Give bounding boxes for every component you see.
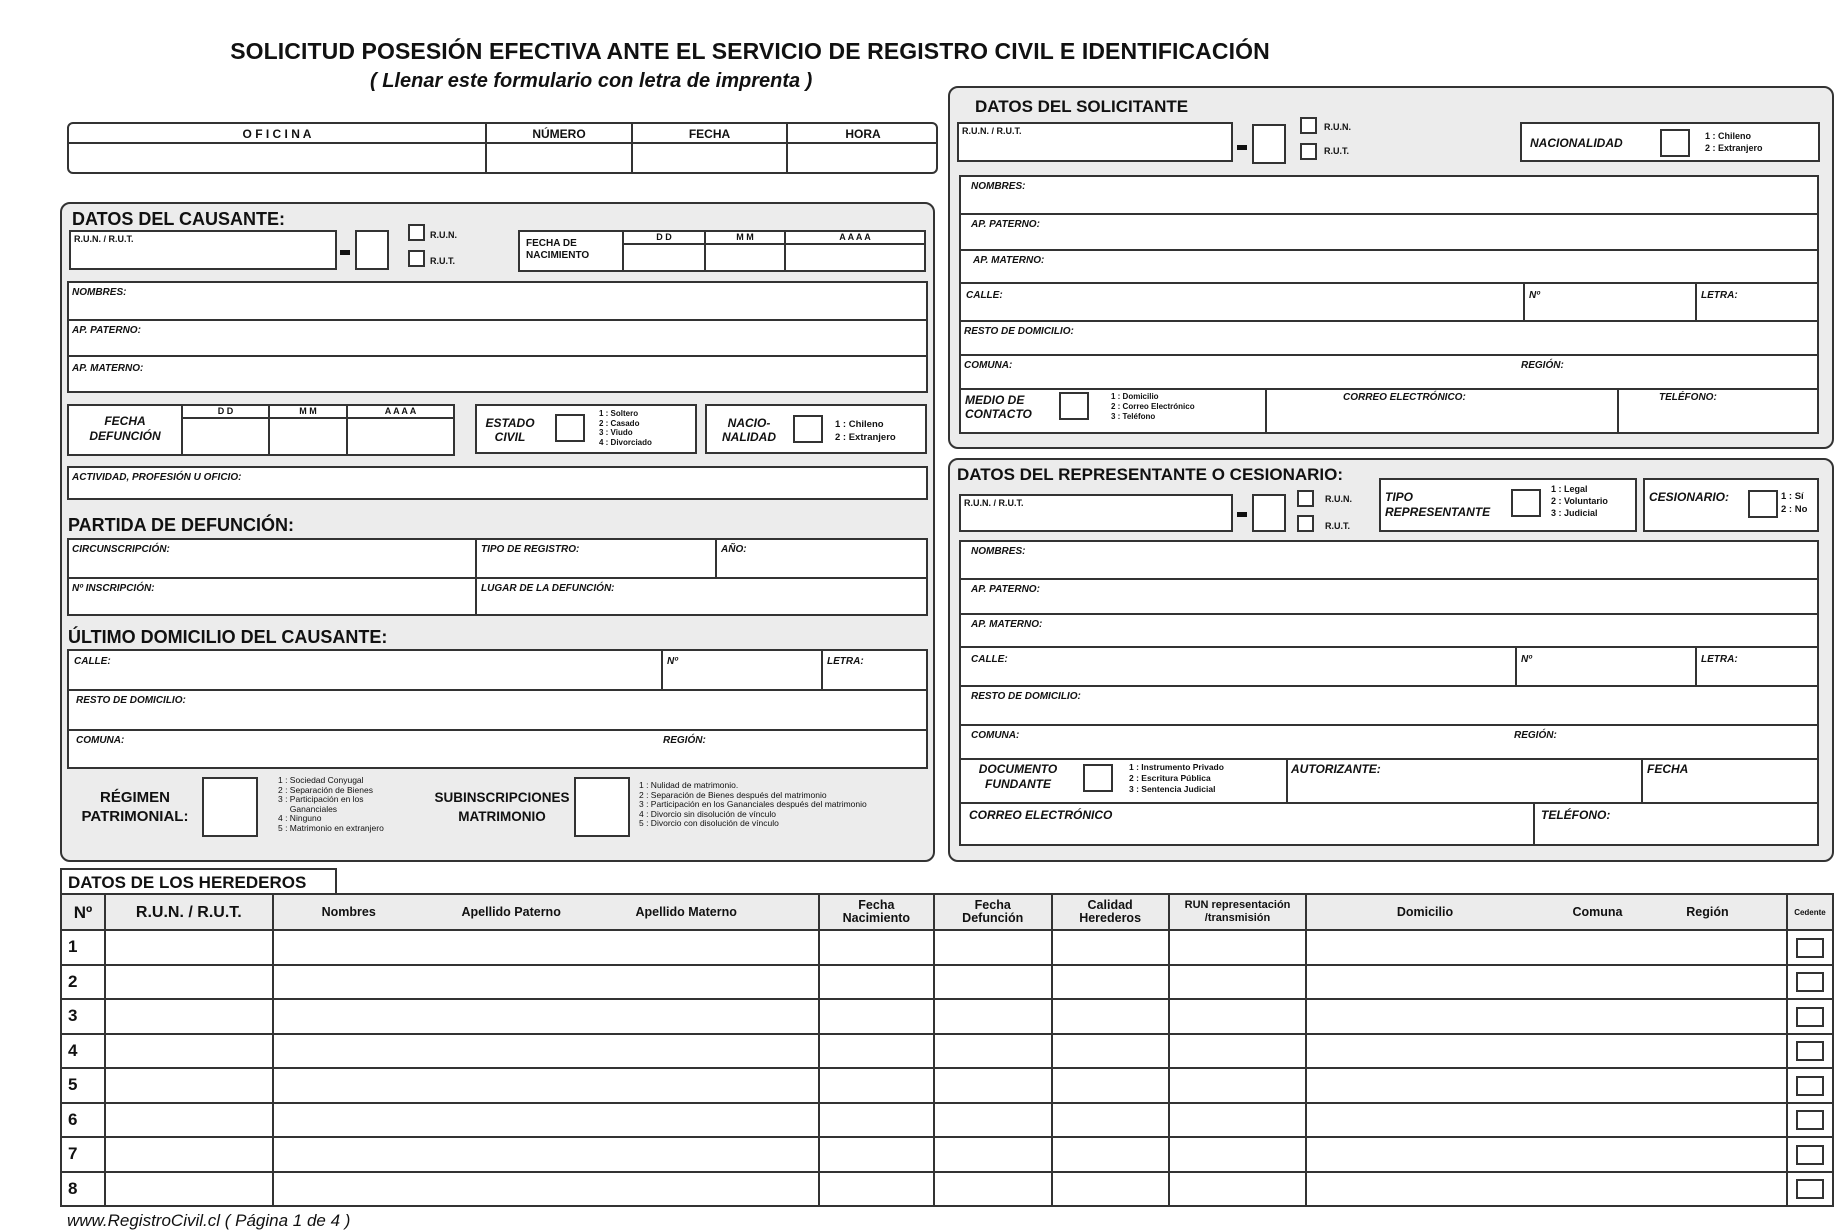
run-rep-cell[interactable]	[1169, 930, 1307, 965]
representante-comuna-label: COMUNA:	[971, 730, 1020, 741]
representante-section-title: DATOS DEL REPRESENTANTE O CESIONARIO:	[957, 465, 1344, 484]
cesionario-field[interactable]	[1748, 490, 1778, 518]
run-cell[interactable]	[105, 1068, 273, 1103]
cesionario-options: 1 : Sí 2 : No	[1781, 491, 1808, 515]
documento-fundante-options: 1 : Instrumento Privado 2 : Escritura Pública 3 : Sentencia Judicial	[1129, 762, 1224, 794]
table-row	[61, 1068, 1833, 1103]
cesionario-label: CESIONARIO:	[1649, 490, 1730, 504]
def-aaaa-label: A A A A	[384, 406, 417, 416]
causante-ap-materno-label: AP. MATERNO:	[72, 363, 144, 374]
col-fecha-nac: Fecha Nacimiento	[819, 894, 934, 930]
run-cell[interactable]	[105, 930, 273, 965]
solicitante-nombres-label: NOMBRES:	[971, 181, 1026, 192]
run-rep-cell[interactable]	[1169, 1172, 1307, 1207]
calidad-cell[interactable]	[1052, 999, 1169, 1034]
solicitante-region-label: REGIÓN:	[1521, 360, 1564, 371]
dash-icon	[1237, 512, 1247, 517]
anio-label: AÑO:	[721, 544, 747, 555]
causante-run-label: R.U.N. / R.U.T.	[74, 234, 134, 244]
representante-telefono-label: TELÉFONO:	[1541, 808, 1611, 822]
run-cell[interactable]	[105, 1172, 273, 1207]
cedente-checkbox[interactable]	[1796, 1041, 1824, 1061]
run-cell[interactable]	[105, 1103, 273, 1138]
fecha-def-cell[interactable]	[934, 930, 1052, 965]
solicitante-run-label: R.U.N. / R.U.T.	[962, 126, 1022, 136]
row-number: 5	[61, 1068, 105, 1103]
fecha-defuncion-box	[67, 404, 455, 456]
nacionalidad-box	[705, 404, 927, 454]
col-num: Nº	[61, 894, 105, 930]
fecha-def-cell[interactable]	[934, 1137, 1052, 1172]
causante-run-opt: R.U.N.	[430, 230, 457, 240]
solicitante-telefono-label: TELÉFONO:	[1659, 392, 1717, 403]
col-fecha-def: Fecha Defunción	[934, 894, 1052, 930]
cedente-checkbox[interactable]	[1796, 1110, 1824, 1130]
nombres-cell[interactable]	[273, 1103, 819, 1138]
fecha-nac-cell[interactable]	[819, 1137, 934, 1172]
run-cell[interactable]	[105, 1137, 273, 1172]
representante-numero-label: Nº	[1521, 654, 1532, 665]
causante-names-box	[67, 281, 928, 393]
calidad-cell[interactable]	[1052, 965, 1169, 1000]
causante-region-label: REGIÓN:	[663, 735, 706, 746]
run-rep-cell[interactable]	[1169, 1103, 1307, 1138]
row-number: 1	[61, 930, 105, 965]
cedente-checkbox[interactable]	[1796, 1076, 1824, 1096]
nacionalidad-field[interactable]	[793, 415, 823, 443]
cedente-cell	[1787, 1172, 1833, 1207]
solicitante-nac-box	[1520, 122, 1820, 162]
causante-run-checkbox[interactable]	[408, 224, 425, 241]
footer-text: www.RegistroCivil.cl ( Página 1 de 4 )	[67, 1211, 351, 1230]
fecha-nac-label: FECHA DE NACIMIENTO	[526, 238, 590, 261]
representante-letra-label: LETRA:	[1701, 654, 1738, 665]
run-cell[interactable]	[105, 965, 273, 1000]
office-box	[67, 122, 938, 174]
table-row	[61, 999, 1833, 1034]
tipo-representante-field[interactable]	[1511, 489, 1541, 517]
col-calidad: Calidad Herederos	[1052, 894, 1169, 930]
partida-title: PARTIDA DE DEFUNCIÓN:	[68, 515, 294, 535]
calidad-cell[interactable]	[1052, 930, 1169, 965]
tipo-registro-label: TIPO DE REGISTRO:	[481, 544, 580, 555]
fecha-nac-cell[interactable]	[819, 930, 934, 965]
cedente-cell	[1787, 930, 1833, 965]
calidad-cell[interactable]	[1052, 1172, 1169, 1207]
estado-civil-label: ESTADO CIVIL	[485, 416, 535, 444]
calidad-cell[interactable]	[1052, 1137, 1169, 1172]
representante-rut-opt: R.U.T.	[1325, 521, 1351, 531]
inscripcion-label: Nº INSCRIPCIÓN:	[72, 583, 155, 594]
solicitante-comuna-label: COMUNA:	[964, 360, 1013, 371]
representante-resto-label: RESTO DE DOMICILIO:	[971, 691, 1081, 702]
domicilio-cell[interactable]	[1306, 999, 1786, 1034]
table-row	[61, 930, 1833, 965]
actividad-label: ACTIVIDAD, PROFESIÓN U OFICIO:	[72, 472, 242, 483]
cedente-checkbox[interactable]	[1796, 1145, 1824, 1165]
cedente-checkbox[interactable]	[1796, 972, 1824, 992]
representante-run-label: R.U.N. / R.U.T.	[964, 498, 1024, 508]
solicitante-ap-paterno-label: AP. PATERNO:	[971, 219, 1040, 230]
col-nombres-apellidos	[273, 894, 819, 930]
col-domicilio: Domicilio	[1396, 904, 1454, 919]
subinscripciones-field[interactable]	[574, 777, 630, 837]
autorizante-label: AUTORIZANTE:	[1291, 762, 1381, 776]
causante-section-title: DATOS DEL CAUSANTE:	[72, 209, 286, 229]
estado-civil-field[interactable]	[555, 414, 585, 442]
causante-numero-label: Nº	[667, 656, 678, 667]
nombres-cell[interactable]	[273, 1068, 819, 1103]
cedente-checkbox[interactable]	[1796, 1007, 1824, 1027]
col-comuna: Comuna	[1572, 904, 1623, 919]
representante-calle-label: CALLE:	[971, 654, 1008, 665]
col-region: Región	[1686, 904, 1729, 919]
solicitante-resto-label: RESTO DE DOMICILIO:	[964, 326, 1074, 337]
cedente-checkbox[interactable]	[1796, 938, 1824, 958]
documento-fundante-field[interactable]	[1083, 764, 1113, 792]
hora-label: HORA	[845, 127, 881, 141]
representante-names-box	[959, 540, 1819, 648]
row-number: 7	[61, 1137, 105, 1172]
medio-contacto-field[interactable]	[1059, 392, 1089, 420]
solicitante-letra-label: LETRA:	[1701, 290, 1738, 301]
nacionalidad-options: 1 : Chileno 2 : Extranjero	[835, 419, 896, 443]
nombres-cell[interactable]	[273, 999, 819, 1034]
solicitante-dv-field[interactable]	[1252, 124, 1286, 164]
solicitante-numero-label: Nº	[1529, 290, 1540, 301]
numero-label: NÚMERO	[532, 127, 586, 141]
fecha-nac-cell[interactable]	[819, 1068, 934, 1103]
table-header-row	[61, 894, 1833, 930]
tipo-representante-label: TIPO REPRESENTANTE	[1385, 490, 1491, 519]
representante-ap-paterno-label: AP. PATERNO:	[971, 584, 1040, 595]
domicilio-cell[interactable]	[1306, 1137, 1786, 1172]
def-mm-label: M M	[299, 406, 317, 416]
run-rep-cell[interactable]	[1169, 965, 1307, 1000]
actividad-field[interactable]	[67, 466, 928, 500]
representante-dv-field[interactable]	[1252, 494, 1286, 532]
calidad-cell[interactable]	[1052, 1068, 1169, 1103]
subinscripciones-label: SUBINSCRIPCIONES MATRIMONIO	[434, 790, 570, 824]
fecha-def-cell[interactable]	[934, 1068, 1052, 1103]
estado-civil-box	[475, 404, 697, 454]
representante-correo-label: CORREO ELECTRÓNICO	[969, 808, 1113, 822]
representante-fecha-label: FECHA	[1647, 762, 1689, 776]
run-cell[interactable]	[105, 1034, 273, 1069]
table-row	[61, 1034, 1833, 1069]
dash-icon	[340, 250, 350, 255]
col-nombres: Nombres	[321, 904, 376, 919]
domicilio-cell[interactable]	[1306, 1172, 1786, 1207]
numero-field[interactable]	[489, 146, 629, 172]
row-number: 6	[61, 1103, 105, 1138]
fecha-label: FECHA	[688, 127, 731, 141]
table-row	[61, 1172, 1833, 1207]
lugar-defuncion-label: LUGAR DE LA DEFUNCIÓN:	[481, 583, 615, 594]
causante-letra-label: LETRA:	[827, 656, 864, 667]
row-number: 3	[61, 999, 105, 1034]
partida-box	[67, 538, 928, 616]
fecha-nac-cell[interactable]	[819, 1172, 934, 1207]
fecha-nac-cell[interactable]	[819, 999, 934, 1034]
regimen-field[interactable]	[202, 777, 258, 837]
representante-region-label: REGIÓN:	[1514, 730, 1557, 741]
def-dd-label: D D	[217, 406, 234, 416]
causante-nombres-label: NOMBRES:	[72, 287, 127, 298]
causante-comuna-label: COMUNA:	[76, 735, 125, 746]
representante-nombres-label: NOMBRES:	[971, 546, 1026, 557]
causante-run-field[interactable]	[69, 230, 337, 270]
col-ap-paterno: Apellido Paterno	[461, 904, 561, 919]
col-run: R.U.N. / R.U.T.	[105, 894, 273, 930]
domicilio-cell[interactable]	[1306, 1034, 1786, 1069]
solicitante-ap-materno-label: AP. MATERNO:	[973, 255, 1045, 266]
solicitante-nac-field[interactable]	[1660, 129, 1690, 157]
nombres-cell[interactable]	[273, 930, 819, 965]
solicitante-run-field[interactable]	[957, 122, 1233, 162]
solicitante-run-opt: R.U.N.	[1324, 122, 1351, 132]
fecha-def-cell[interactable]	[934, 1103, 1052, 1138]
fecha-field[interactable]	[635, 146, 784, 172]
representante-rut-checkbox[interactable]	[1297, 515, 1314, 532]
table-row	[61, 1103, 1833, 1138]
causante-rut-opt: R.U.T.	[430, 256, 456, 266]
domicilio-cell[interactable]	[1306, 1103, 1786, 1138]
domicilio-cell[interactable]	[1306, 930, 1786, 965]
solicitante-domicilio-box	[959, 282, 1819, 434]
fecha-nac-cell[interactable]	[819, 1034, 934, 1069]
col-run-rep: RUN representación /transmisión	[1169, 894, 1307, 930]
medio-contacto-options: 1 : Domicilio 2 : Correo Electrónico 3 : Teléfono	[1111, 392, 1195, 421]
solicitante-rut-checkbox[interactable]	[1300, 143, 1317, 160]
cedente-cell	[1787, 1137, 1833, 1172]
oficina-field[interactable]	[71, 146, 481, 172]
solicitante-correo-label: CORREO ELECTRÓNICO:	[1343, 392, 1466, 403]
run-rep-cell[interactable]	[1169, 1137, 1307, 1172]
tipo-representante-options: 1 : Legal 2 : Voluntario 3 : Judicial	[1551, 484, 1608, 518]
nombres-cell[interactable]	[273, 1172, 819, 1207]
row-number: 8	[61, 1172, 105, 1207]
col-domicilio-group	[1306, 894, 1786, 930]
cedente-cell	[1787, 1034, 1833, 1069]
cedente-cell	[1787, 999, 1833, 1034]
solicitante-nac-options: 1 : Chileno 2 : Extranjero	[1705, 131, 1763, 153]
row-number: 2	[61, 965, 105, 1000]
cedente-checkbox[interactable]	[1796, 1179, 1824, 1199]
representante-ap-materno-label: AP. MATERNO:	[971, 619, 1043, 630]
causante-domicilio-box	[67, 649, 928, 769]
form-title: SOLICITUD POSESIÓN EFECTIVA ANTE EL SERVICIO DE REGISTRO CIVIL E IDENTIFICACIÓN	[230, 38, 1270, 64]
fecha-def-cell[interactable]	[934, 1034, 1052, 1069]
fecha-def-cell[interactable]	[934, 999, 1052, 1034]
table-row	[61, 1137, 1833, 1172]
herederos-table	[60, 893, 1834, 1207]
form-subtitle: ( Llenar este formulario con letra de imprenta )	[370, 70, 813, 92]
nacionalidad-label: NACIO- NALIDAD	[722, 416, 776, 444]
nombres-cell[interactable]	[273, 1034, 819, 1069]
nombres-cell[interactable]	[273, 965, 819, 1000]
representante-run-field[interactable]	[959, 494, 1233, 532]
fecha-def-cell[interactable]	[934, 965, 1052, 1000]
regimen-options: 1 : Sociedad Conyugal 2 : Separación de Bienes 3 : Participación en los Gananciales 4 : Ninguno 5 : Matrimonio en extranjero	[278, 775, 384, 833]
calidad-cell[interactable]	[1052, 1034, 1169, 1069]
fecha-nac-cell[interactable]	[819, 965, 934, 1000]
causante-resto-label: RESTO DE DOMICILIO:	[76, 695, 186, 706]
solicitante-nac-label: NACIONALIDAD	[1530, 136, 1623, 150]
cesionario-box	[1643, 478, 1819, 532]
domicilio-cell[interactable]	[1306, 1068, 1786, 1103]
table-row	[61, 965, 1833, 1000]
solicitante-names-box	[959, 175, 1819, 284]
cedente-cell	[1787, 1103, 1833, 1138]
oficina-label: O F I C I N A	[242, 127, 312, 141]
causante-fecha-nac-box	[518, 230, 926, 272]
subinscripciones-options: 1 : Nulidad de matrimonio. 2 : Separación de Bienes después del matrimonio 3 : Participación en los Gananciales después del matrimonio 4 : Divorcio sin disolución de vínculo 5 : Divorcio con disolución de vínculo	[639, 780, 867, 828]
run-cell[interactable]	[105, 999, 273, 1034]
row-number: 4	[61, 1034, 105, 1069]
tipo-representante-box	[1379, 478, 1637, 532]
representante-run-checkbox[interactable]	[1297, 490, 1314, 507]
herederos-tab	[60, 868, 337, 895]
run-rep-cell[interactable]	[1169, 1068, 1307, 1103]
causante-ap-paterno-label: AP. PATERNO:	[72, 325, 141, 336]
run-rep-cell[interactable]	[1169, 999, 1307, 1034]
hora-field[interactable]	[790, 146, 936, 172]
estado-civil-options: 1 : Soltero 2 : Casado 3 : Viudo 4 : Divorciado	[599, 409, 652, 447]
representante-run-opt: R.U.N.	[1325, 494, 1352, 504]
fecha-def-label: FECHA DEFUNCIÓN	[89, 414, 161, 443]
causante-calle-label: CALLE:	[74, 656, 111, 667]
solicitante-run-checkbox[interactable]	[1300, 117, 1317, 134]
cedente-cell	[1787, 1068, 1833, 1103]
causante-rut-checkbox[interactable]	[408, 250, 425, 267]
solicitante-rut-opt: R.U.T.	[1324, 146, 1350, 156]
fecha-def-cell[interactable]	[934, 1172, 1052, 1207]
solicitante-calle-label: CALLE:	[966, 290, 1003, 301]
dash-icon	[1237, 145, 1247, 150]
circunscripcion-label: CIRCUNSCRIPCIÓN:	[72, 544, 170, 555]
documento-fundante-label: DOCUMENTO FUNDANTE	[978, 762, 1058, 791]
run-rep-cell[interactable]	[1169, 1034, 1307, 1069]
cedente-cell	[1787, 965, 1833, 1000]
herederos-section-title: DATOS DE LOS HEREDEROS	[68, 873, 307, 892]
regimen-label: RÉGIMEN PATRIMONIAL:	[81, 789, 189, 825]
col-cedente: Cedente	[1787, 894, 1833, 930]
domicilio-cell[interactable]	[1306, 965, 1786, 1000]
dd-label: D D	[656, 232, 672, 242]
medio-contacto-label: MEDIO DE CONTACTO	[965, 393, 1032, 421]
fecha-nac-cell[interactable]	[819, 1103, 934, 1138]
col-ap-materno: Apellido Materno	[635, 904, 737, 919]
mm-label: M M	[736, 232, 754, 242]
aaaa-label: A A A A	[839, 232, 871, 242]
calidad-cell[interactable]	[1052, 1103, 1169, 1138]
causante-dv-field[interactable]	[355, 230, 389, 270]
representante-domicilio-box	[959, 646, 1819, 846]
nombres-cell[interactable]	[273, 1137, 819, 1172]
solicitante-section-title: DATOS DEL SOLICITANTE	[975, 97, 1189, 116]
ultimo-domicilio-title: ÚLTIMO DOMICILIO DEL CAUSANTE:	[68, 627, 388, 647]
